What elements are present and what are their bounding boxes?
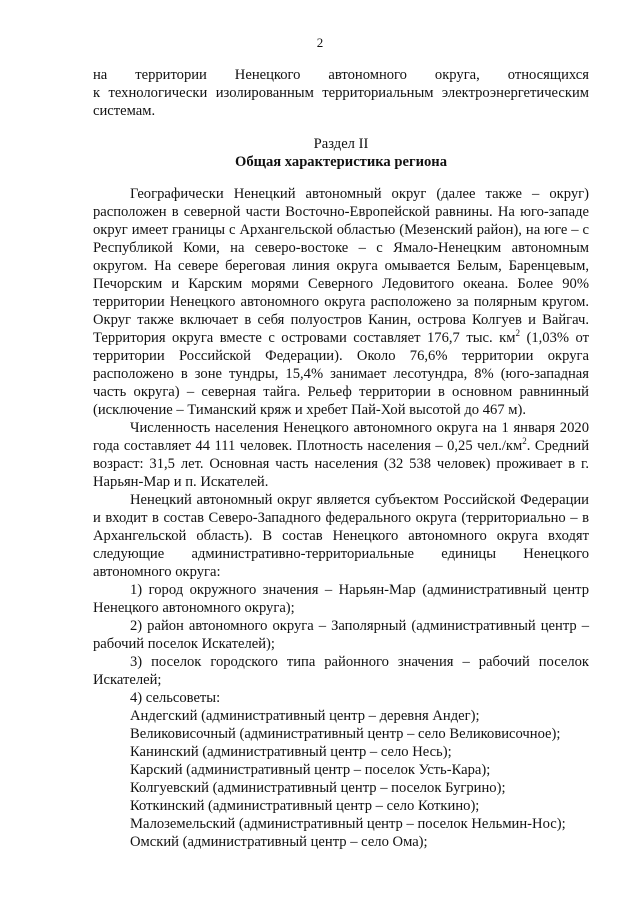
selsovet-item: Карский (административный центр – поселок Усть-Кара); xyxy=(130,762,491,778)
superscript: 2 xyxy=(522,436,527,447)
geography-text-cont: (1,03% от территории Российской Федерации). Около 76,6% территории округа расположено в зоне тундры, 15,4% занимает лесотундра, 8% (юго-западная часть округа) – северная тайга. Рельеф территории в основном равнинный (исключение – Тиманский кряж и хребет Пай-Хой высотой до 467 м). xyxy=(93,330,589,418)
section-label: Раздел II xyxy=(313,136,369,152)
paragraph-population xyxy=(93,419,589,491)
geography-text: Географически Ненецкий автономный округ (далее также – округ) расположен в северной части Восточно-Европейской равнины. На юго-западе округ имеет границы с Архангельской областью (Мезенский район), на юге – с Республикой Коми, на северо-востоке – с Ямало-Ненецким автономным округом. На севере береговая линия округа омывается Белым, Баренцевым, Печорским и Карским морями Северного Ледовитого океана. Более 90% территории Ненецкого автономного округа расположено за полярным кругом. Округ также включает в себя полуостров Канин, острова Колгуев и Вайгач. Территория округа вместе с островами составляет 176,7 тыс. км xyxy=(93,186,589,346)
selsovet-item: Малоземельский (административный центр – поселок Нельмин-Нос); xyxy=(130,816,566,832)
selsovet-item: Канинский (административный центр – село Несь); xyxy=(130,744,452,760)
section-heading xyxy=(93,135,589,171)
population-text-cont: . Средний возраст: 31,5 лет. Основная часть населения (32 538 человек) проживает в г. Нарьян-Мар и п. Искателей. xyxy=(93,438,590,490)
section-title: Общая характеристика региона xyxy=(234,154,448,170)
selsovet-item: Коткинский (административный центр – село Коткино); xyxy=(130,798,480,814)
intro-continuation: к технологически изолированным территориальным электроэнергетическим системам. xyxy=(93,85,589,119)
list-item: 4) сельсоветы: xyxy=(130,690,221,706)
list-item: 1) город окружного значения – Нарьян-Мар (административный центр Ненецкого автономного округа); xyxy=(93,582,589,616)
selsovet-item: Омский (административный центр – село Ома); xyxy=(130,834,428,850)
paragraph-geography xyxy=(93,185,589,419)
list-item: 2) район автономного округа – Заполярный (административный центр – рабочий поселок Искателей); xyxy=(93,618,589,652)
superscript: 2 xyxy=(515,328,520,339)
selsovet-item: Великовисочный (административный центр – село Великовисочное); xyxy=(130,726,561,742)
selsovet-item: Колгуевский (административный центр – поселок Бугрино); xyxy=(130,780,506,796)
population-text: Численность населения Ненецкого автономного округа на 1 января 2020 года составляет 44 111 человек. Плотность населения – 0,25 чел./км xyxy=(93,420,589,454)
intro-block xyxy=(93,66,589,120)
intro-line: на территории Ненецкого автономного округа, относящихся xyxy=(93,67,589,83)
list-item: 3) поселок городского типа районного значения – рабочий поселок Искателей; xyxy=(93,654,589,688)
selsovet-item: Андегский (административный центр – деревня Андег); xyxy=(130,708,480,724)
paragraph-subject: Ненецкий автономный округ является субъектом Российской Федерации и входит в состав Северо-Западного федерального округа (территориально – в Архангельской область). В состав Ненецкого автономного округа входят следующие административно-территориальные единицы Ненецкого автономного округа: xyxy=(93,492,589,580)
body-text xyxy=(93,185,589,851)
page-number: 2 xyxy=(316,35,324,50)
